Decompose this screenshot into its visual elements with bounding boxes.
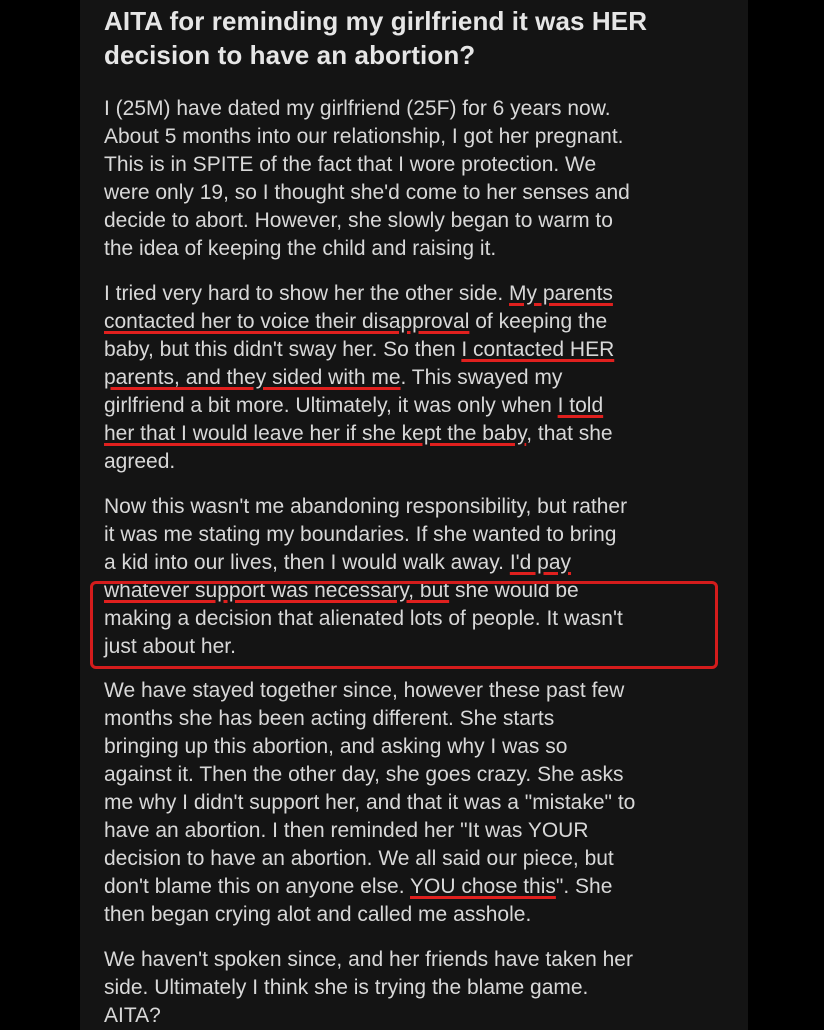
p3-line-2: it was me stating my boundaries. If she wanted to bring [104, 523, 617, 546]
p4-line-2: months she has been acting different. She starts [104, 707, 555, 730]
post-title [104, 4, 647, 72]
p3-text: she would be [449, 579, 579, 602]
p4-line-1: We have stayed together since, however these past few [104, 679, 625, 702]
p4-line-8 [104, 873, 635, 901]
paragraph-1 [104, 95, 630, 263]
paragraph-3 [104, 493, 627, 661]
paragraph-2 [104, 280, 614, 476]
underlined-phrase: My parents [509, 282, 613, 305]
p5-line-2: side. Ultimately I think she is trying the blame game. [104, 976, 589, 999]
p2-text: I tried very hard to show her the other side. [104, 282, 510, 305]
underlined-phrase: whatever support was necessary, but [104, 579, 450, 602]
p4-line-5: me why I didn't support her, and that it was a "mistake" to [104, 791, 636, 814]
p2-text: , that she [526, 422, 613, 445]
underlined-phrase: I'd pay [509, 551, 572, 574]
p4-line-7: decision to have an abortion. We all said our piece, but [104, 847, 614, 870]
p5-line-1: We haven't spoken since, and her friends have taken her [104, 948, 633, 971]
underlined-phrase: I contacted HER [461, 338, 615, 361]
p2-line-6 [104, 420, 614, 448]
p1-line-2: About 5 months into our relationship, I got her pregnant. [104, 125, 624, 148]
p4-line-9: then began crying alot and called me asshole. [104, 903, 532, 926]
p2-line-3 [104, 336, 614, 364]
title-line-2: decision to have an abortion? [104, 40, 476, 70]
p4-line-4: against it. Then the other day, she goes crazy. She asks [104, 763, 624, 786]
p1-line-6: the idea of keeping the child and raising it. [104, 237, 497, 260]
p5-line-3: AITA? [104, 1004, 161, 1027]
underlined-phrase: parents, and they sided with me [104, 366, 401, 389]
p2-text: girlfriend a bit more. Ultimately, it was only when [104, 394, 558, 417]
p2-line-4 [104, 364, 614, 392]
p3-line-6: just about her. [104, 635, 236, 658]
underlined-phrase: YOU chose this [410, 875, 556, 898]
p2-line-7: agreed. [104, 450, 176, 473]
p1-line-5: decide to abort. However, she slowly began to warm to [104, 209, 613, 232]
underlined-phrase: contacted her to voice their disapproval [104, 310, 470, 333]
p1-line-3: This is in SPITE of the fact that I wore protection. We [104, 153, 597, 176]
underlined-phrase: I told [557, 394, 604, 417]
p4-line-6: have an abortion. I then reminded her "It was YOUR [104, 819, 589, 842]
p1-line-4: were only 19, so I thought she'd come to her senses and [104, 181, 630, 204]
p2-line-5 [104, 392, 614, 420]
p3-line-5: making a decision that alienated lots of people. It wasn't [104, 607, 623, 630]
p3-line-3 [104, 549, 627, 577]
p2-text: . This swayed my [400, 366, 563, 389]
p2-line-2 [104, 308, 614, 336]
p4-line-3: bringing up this abortion, and asking why I was so [104, 735, 568, 758]
p3-line-4 [104, 577, 627, 605]
underlined-phrase: her that I would leave her if she kept the baby [104, 422, 527, 445]
p4-text: ". She [555, 875, 613, 898]
p2-line-1 [104, 280, 614, 308]
p1-line-1: I (25M) have dated my girlfriend (25F) for 6 years now. [104, 97, 611, 120]
title-line-1: AITA for reminding my girlfriend it was HER [104, 6, 648, 36]
paragraph-5 [104, 946, 633, 1030]
p3-line-1: Now this wasn't me abandoning responsibility, but rather [104, 495, 628, 518]
p4-text: don't blame this on anyone else. [104, 875, 410, 898]
p2-text: of keeping the [469, 310, 608, 333]
paragraph-4 [104, 677, 635, 929]
p2-text: baby, but this didn't sway her. So then [104, 338, 462, 361]
p3-text: a kid into our lives, then I would walk away. [104, 551, 510, 574]
